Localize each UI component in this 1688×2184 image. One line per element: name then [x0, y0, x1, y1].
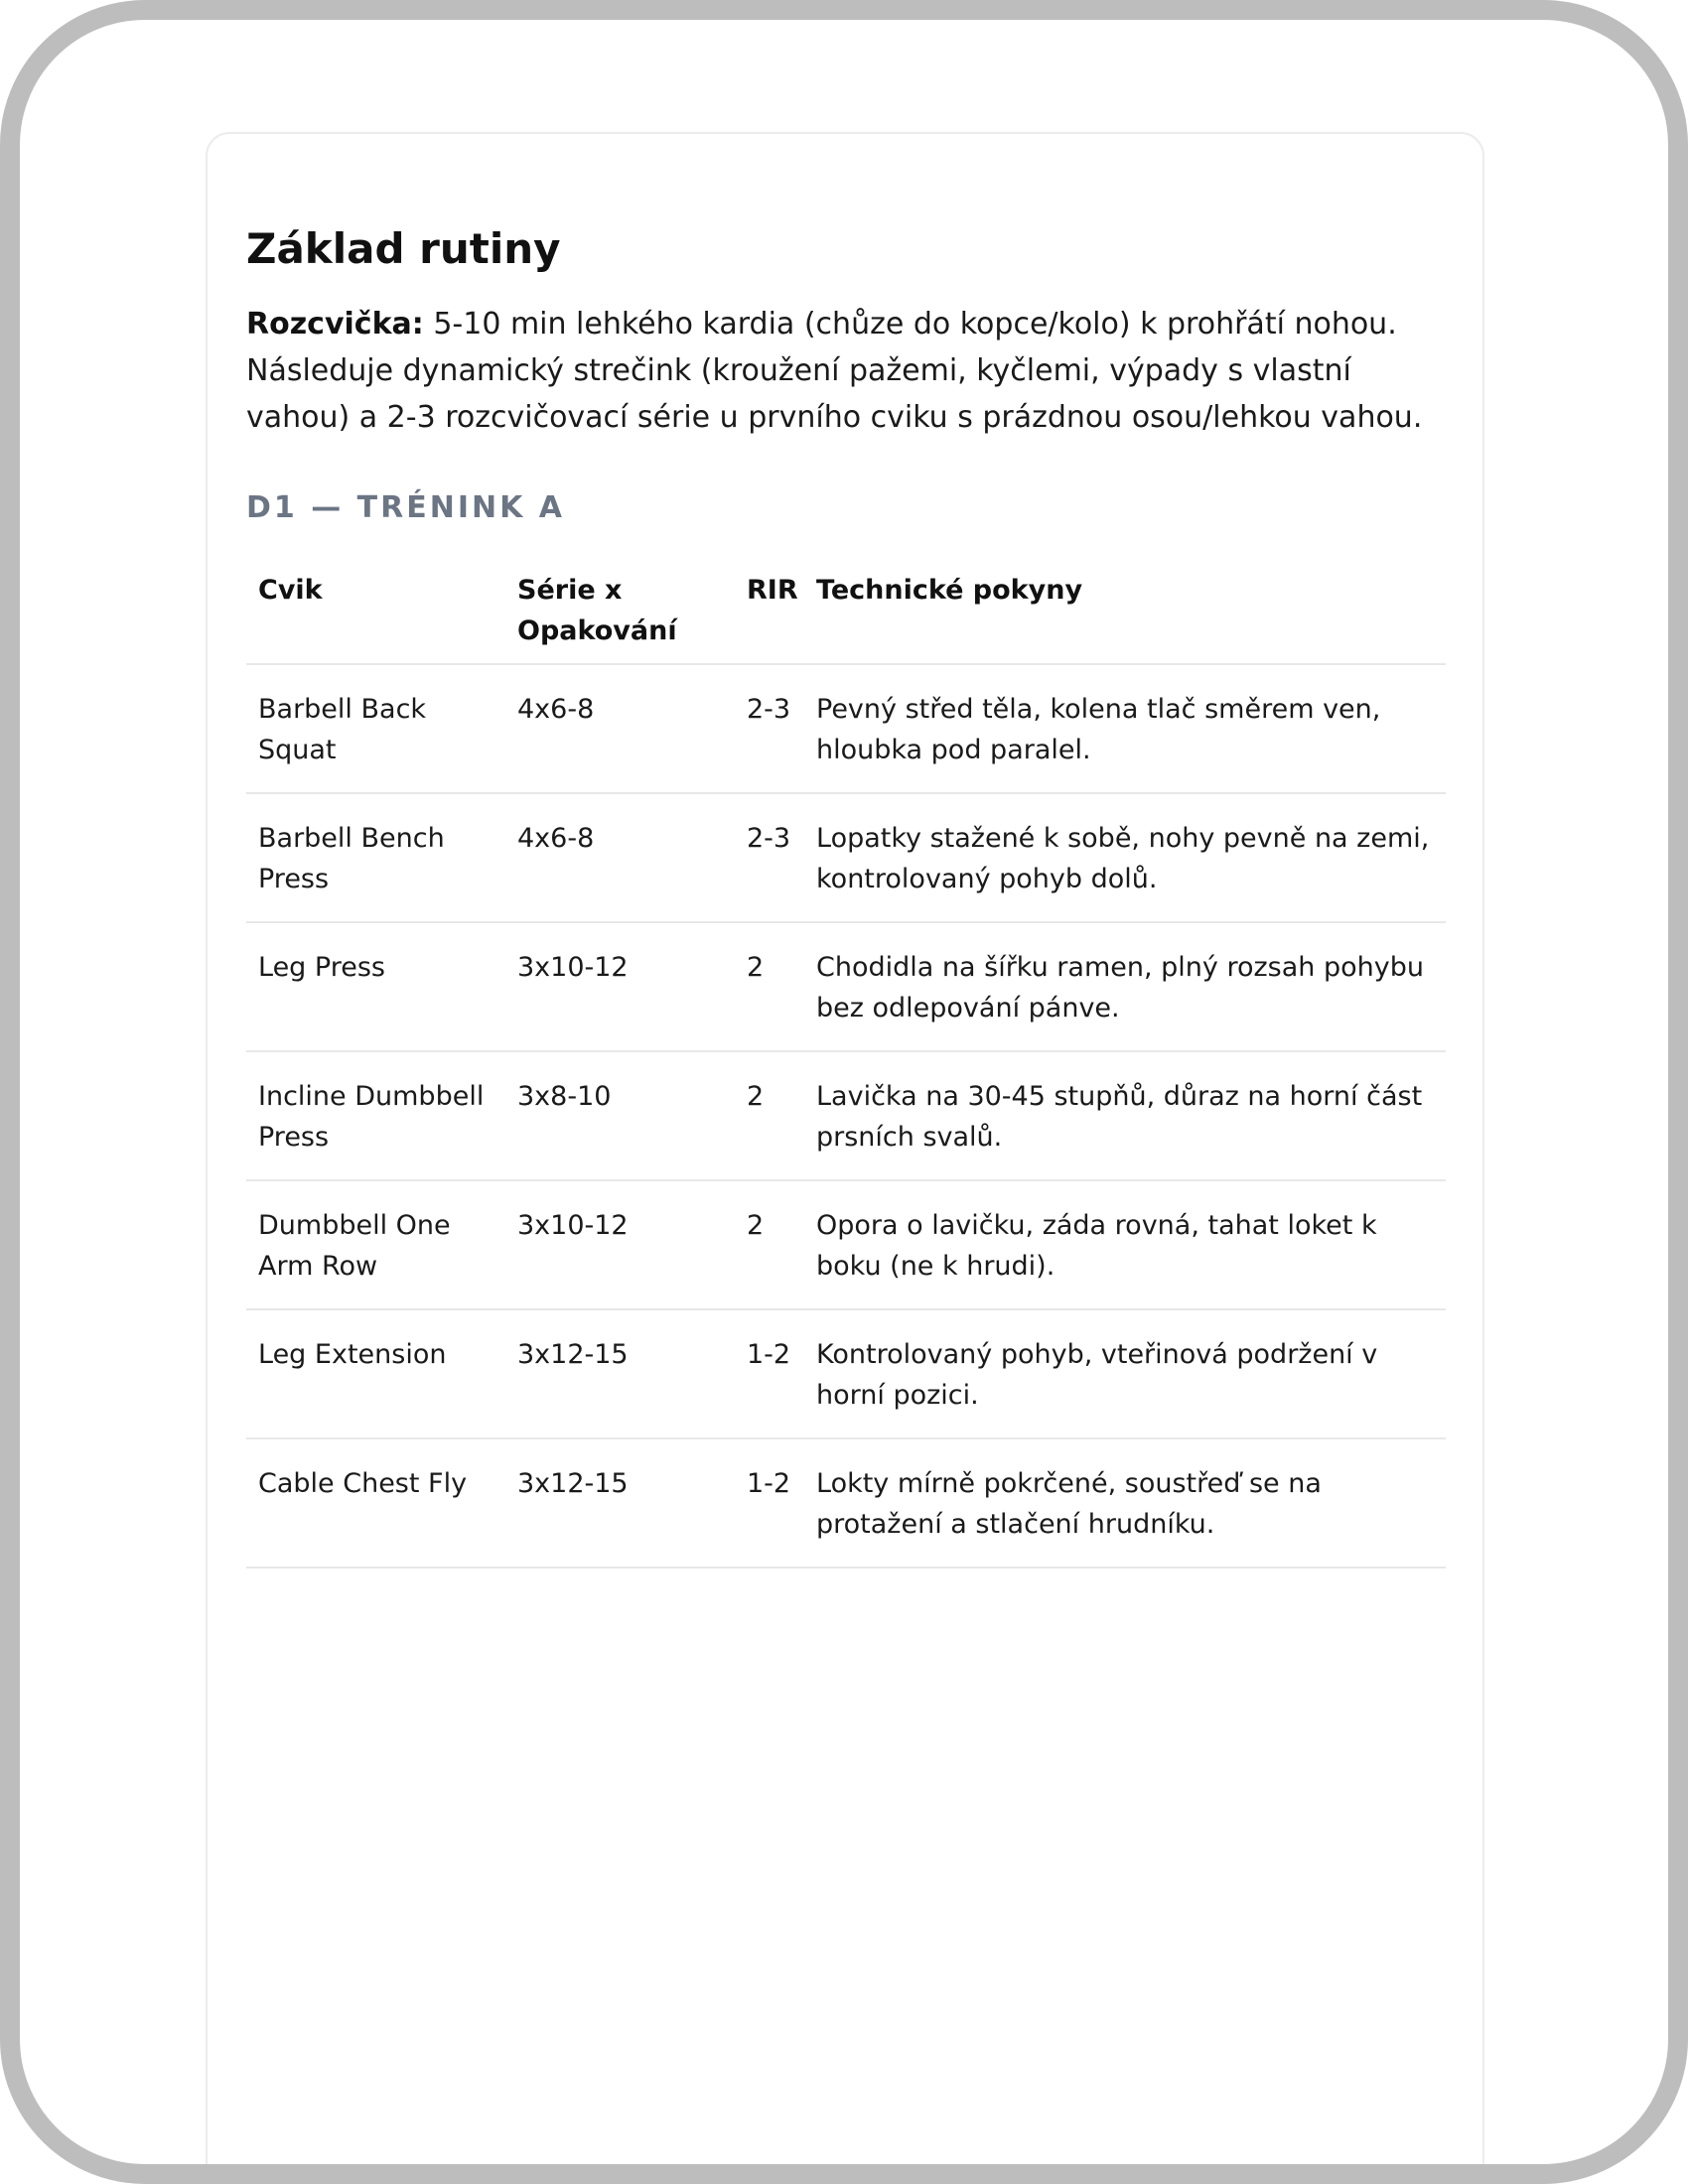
cell-exercise: Leg Press	[258, 952, 385, 983]
cell-notes: Lopatky stažené k sobě, nohy pevně na zemi, kontrolovaný pohyb dolů.	[816, 823, 1430, 894]
section-heading: D1 — TRÉNINK A	[246, 490, 566, 525]
cell-sets-reps: 3x12-15	[517, 1339, 629, 1370]
table-row	[246, 664, 1446, 793]
cell-exercise: Dumbbell One Arm Row	[258, 1210, 451, 1282]
cell-rir: 1-2	[747, 1339, 791, 1370]
cell-rir: 2-3	[747, 694, 791, 725]
cell-sets-reps: 4x6-8	[517, 823, 595, 854]
cell-exercise: Leg Extension	[258, 1339, 447, 1370]
cell-sets-reps: 3x8-10	[517, 1081, 612, 1112]
cell-sets-reps: 4x6-8	[517, 694, 595, 725]
header-sets-reps: Série x Opakování	[517, 575, 677, 646]
table-row	[246, 1309, 1446, 1438]
document-card	[206, 132, 1484, 2184]
table-row	[246, 793, 1446, 922]
cell-exercise: Incline Dumbbell Press	[258, 1081, 485, 1153]
cell-sets-reps: 3x10-12	[517, 952, 629, 983]
cell-notes: Lokty mírně pokrčené, soustřeď se na protažení a stlačení hrudníku.	[816, 1468, 1322, 1540]
page-title: Základ rutiny	[246, 224, 561, 273]
cell-rir: 2	[747, 1210, 765, 1241]
warmup-paragraph	[246, 301, 1446, 441]
header-notes: Technické pokyny	[816, 575, 1083, 606]
cell-rir: 2-3	[747, 823, 791, 854]
table-header	[246, 558, 1446, 664]
table-row	[246, 1438, 1446, 1568]
header-rir: RIR	[747, 575, 798, 606]
table-row	[246, 1051, 1446, 1180]
warmup-text: 5-10 min lehkého kardia (chůze do kopce/kolo) k prohřátí nohou. Následuje dynamický strečink (kroužení pažemi, kyčlemi, výpady s vlastní vahou) a 2-3 rozcvičovací série u prvního cviku s prázdnou osou/lehkou vahou.	[246, 307, 1423, 435]
cell-rir: 2	[747, 952, 765, 983]
cell-sets-reps: 3x12-15	[517, 1468, 629, 1499]
cell-exercise: Cable Chest Fly	[258, 1468, 468, 1499]
table-row	[246, 1180, 1446, 1309]
table-row	[246, 922, 1446, 1051]
header-exercise: Cvik	[258, 575, 323, 606]
cell-exercise: Barbell Bench Press	[258, 823, 445, 894]
cell-rir: 2	[747, 1081, 765, 1112]
table-header-row	[246, 558, 1446, 664]
cell-sets-reps: 3x10-12	[517, 1210, 629, 1241]
cell-notes: Lavička na 30-45 stupňů, důraz na horní část prsních svalů.	[816, 1081, 1423, 1153]
warmup-label: Rozcvička:	[246, 307, 424, 341]
exercise-table	[246, 558, 1446, 1569]
cell-exercise: Barbell Back Squat	[258, 694, 427, 765]
cell-notes: Kontrolovaný pohyb, vteřinová podržení v horní pozici.	[816, 1339, 1378, 1411]
table-body	[246, 664, 1446, 1568]
cell-notes: Pevný střed těla, kolena tlač směrem ven, hloubka pod paralel.	[816, 694, 1381, 765]
cell-rir: 1-2	[747, 1468, 791, 1499]
cell-notes: Chodidla na šířku ramen, plný rozsah pohybu bez odlepování pánve.	[816, 952, 1424, 1024]
document-content	[246, 223, 1446, 1569]
cell-notes: Opora o lavičku, záda rovná, tahat loket k boku (ne k hrudi).	[816, 1210, 1377, 1282]
